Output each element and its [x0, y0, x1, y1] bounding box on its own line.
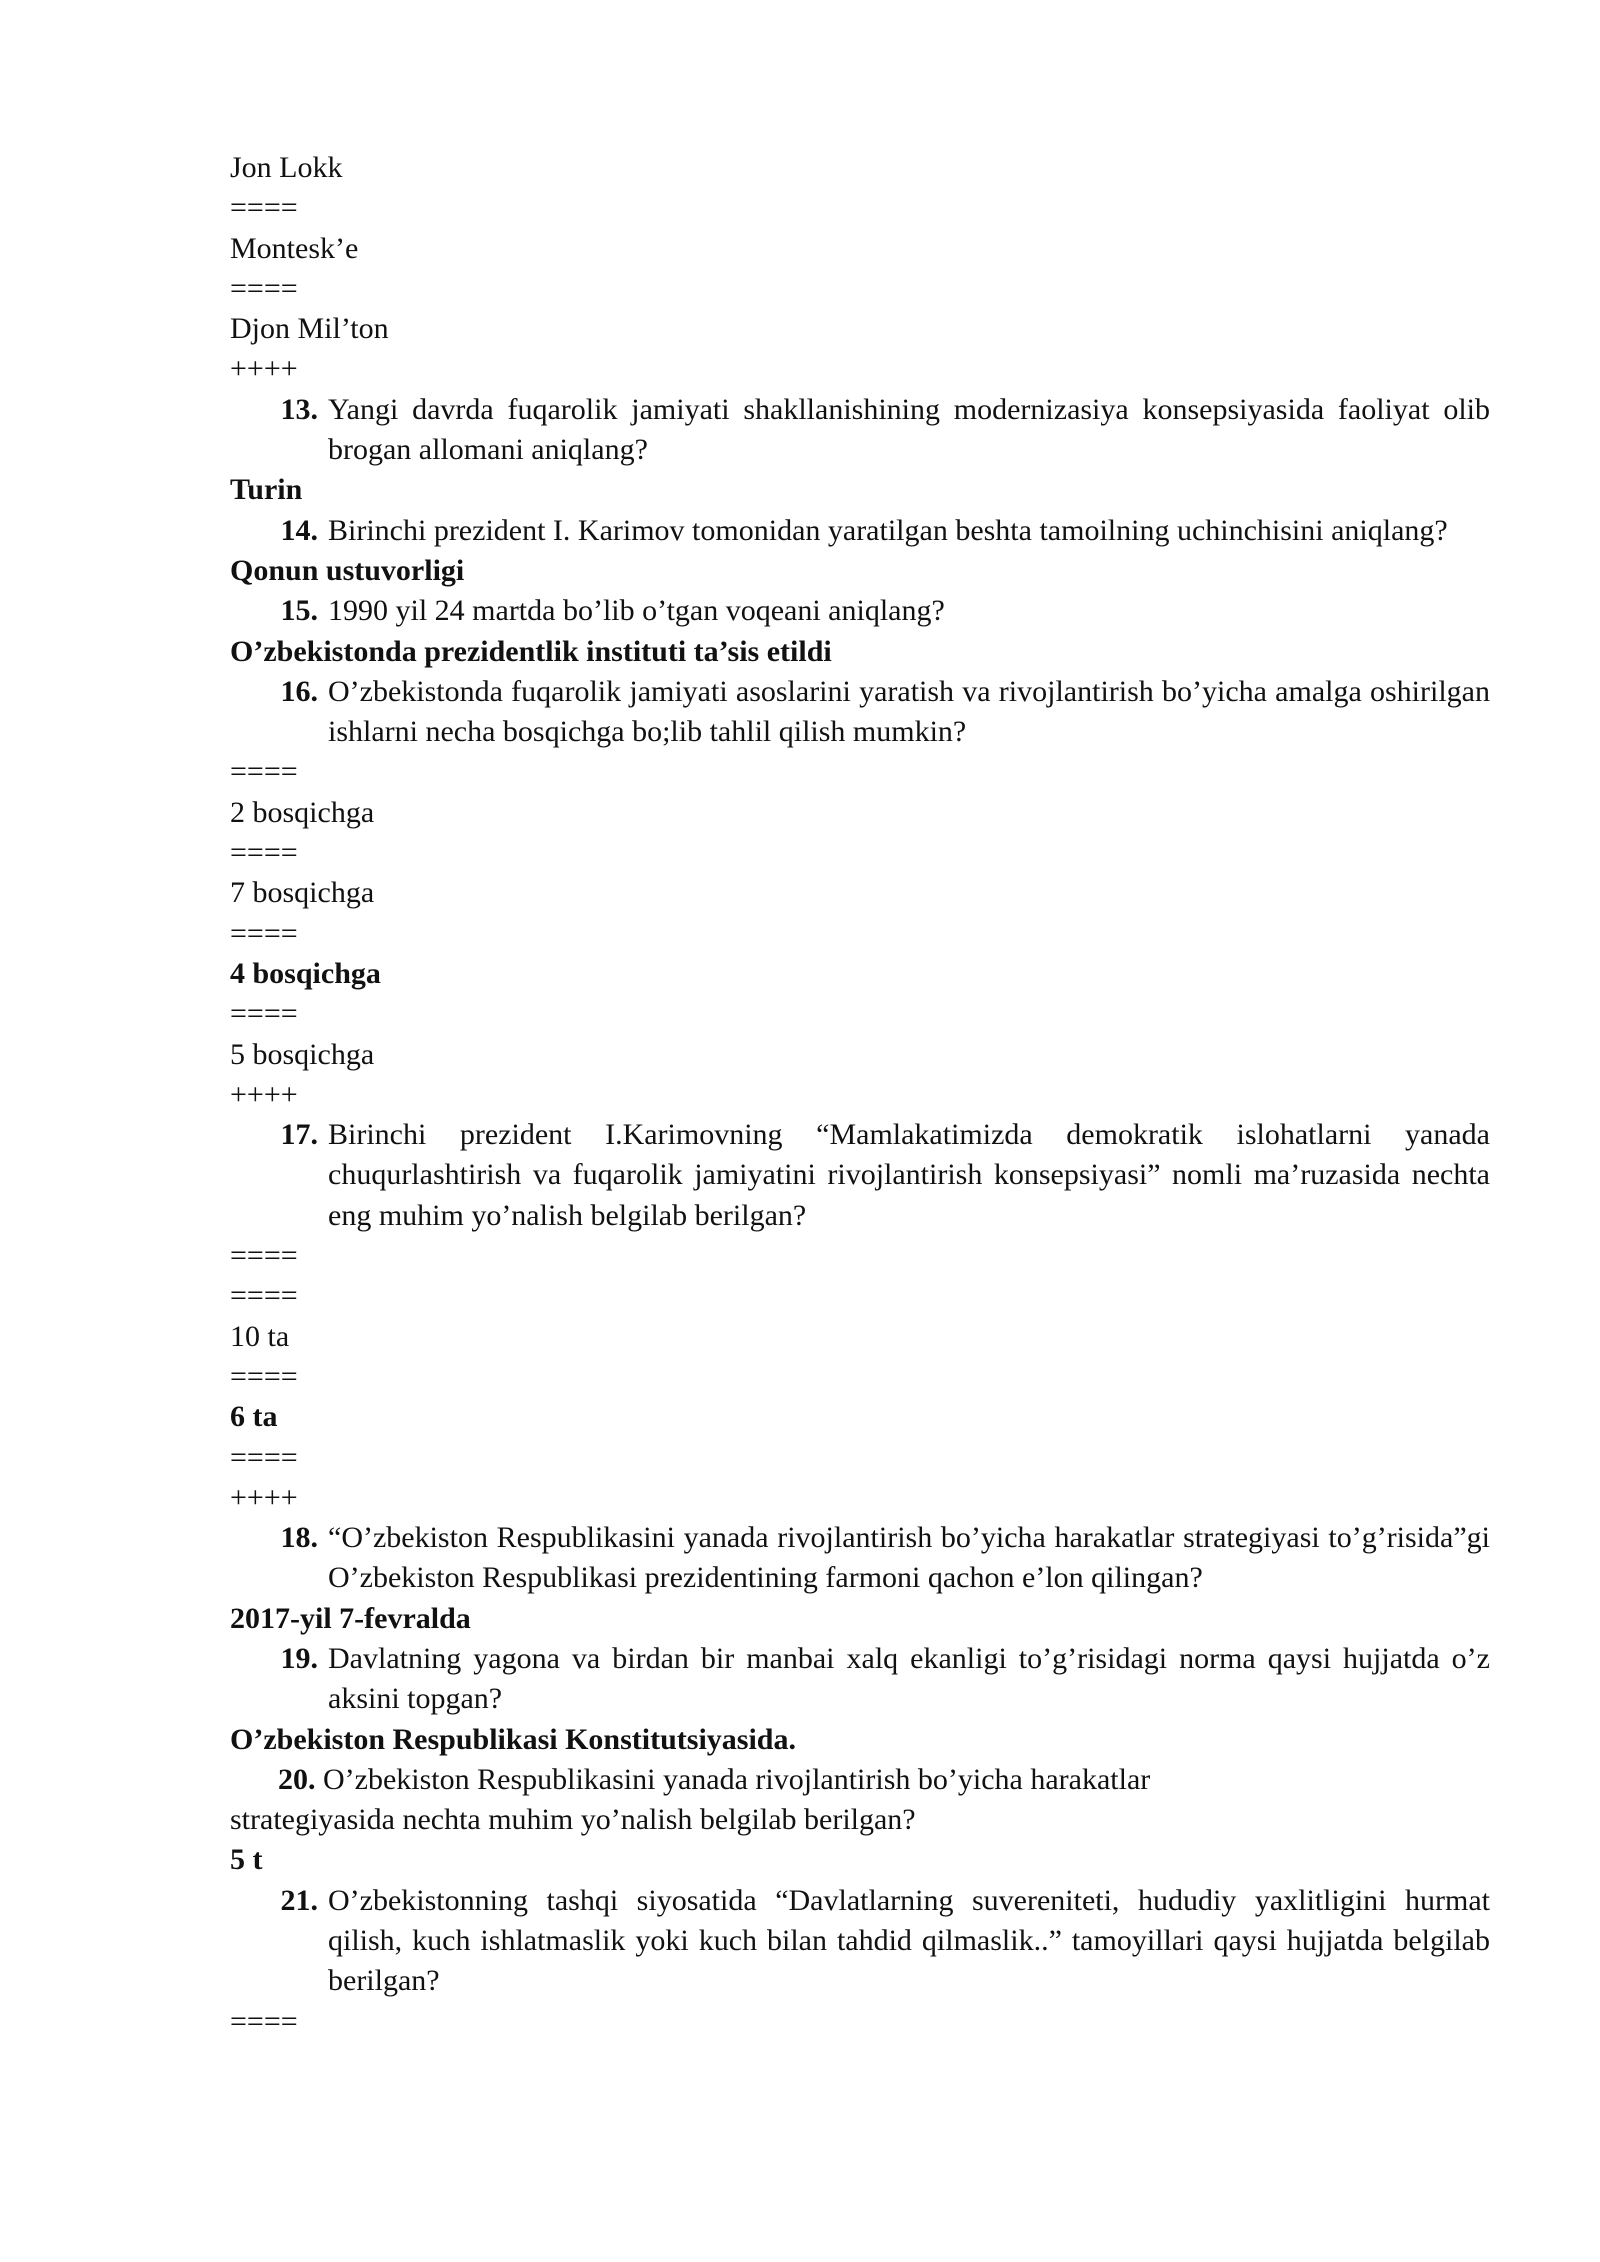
question-item	[230, 672, 1490, 753]
question-separator: ++++	[230, 352, 298, 386]
correct-answer: 6 ta	[230, 1400, 278, 1434]
question-number: 21.	[280, 1883, 318, 1917]
option-text: 2 bosqichga	[230, 795, 375, 829]
question-number: 16.	[280, 674, 318, 708]
question-text: “O’zbekiston Respublikasini yanada rivojlantirish bo’yicha harakatlar strategiyasi to’g’risida”gi O’zbekiston Respublikasi prezidentining farmoni qachon e’lon qilingan?	[328, 1521, 1490, 1595]
question-separator: ++++	[230, 1077, 298, 1111]
question-number: 13.	[280, 392, 318, 426]
option-text: 10 ta	[230, 1319, 290, 1353]
document-page	[230, 148, 1490, 2042]
option-text: 5 bosqichga	[230, 1037, 375, 1071]
question-number: 20.	[278, 1762, 316, 1796]
correct-answer: O’zbekistonda prezidentlik instituti ta’sis etildi	[230, 634, 832, 668]
question-item	[230, 1760, 1490, 1841]
correct-answer: 4 bosqichga	[230, 956, 381, 990]
question-text: Birinchi prezident I. Karimov tomonidan yaratilgan beshta tamoilning uchinchisini aniqlang?	[328, 513, 1448, 547]
correct-answer: Qonun ustuvorligi	[230, 553, 465, 587]
question-text: 1990 yil 24 martda bo’lib o’tgan voqeani aniqlang?	[328, 594, 945, 628]
question-item	[230, 1518, 1490, 1599]
option-text: 7 bosqichga	[230, 876, 375, 910]
question-text: O’zbekistonning tashqi siyosatida “Davlatlarning suvereniteti, hududiy yaxlitligini hurmat qilish, kuch ishlatmaslik yoki kuch bilan tahdid qilmaslik..” tamoyillari qaysi hujjatda belgilab berilgan?	[328, 1883, 1490, 1998]
option-separator: ====	[230, 755, 298, 789]
question-item	[230, 1115, 1490, 1236]
question-item	[230, 511, 1490, 551]
option-separator: ====	[230, 1279, 298, 1313]
question-number: 14.	[280, 513, 318, 547]
question-item	[230, 591, 1490, 631]
question-separator: ++++	[230, 1480, 298, 1514]
question-number: 18.	[280, 1521, 318, 1555]
option-separator: ====	[230, 916, 298, 950]
option-separator: ====	[230, 1440, 298, 1474]
correct-answer: 2017-yil 7-fevralda	[230, 1601, 471, 1635]
question-text: O’zbekistonda fuqarolik jamiyati asoslarini yaratish va rivojlantirish bo’yicha amalga oshirilgan ishlarni necha bosqichga bo;lib tahlil qilish mumkin?	[328, 674, 1490, 749]
option-separator: ====	[230, 1239, 298, 1273]
question-text-continued: strategiyasida nechta muhim yo’nalish belgilab berilgan?	[230, 1803, 916, 1837]
question-item	[230, 390, 1490, 471]
option-separator: ====	[230, 271, 298, 305]
option-text: Jon Lokk	[230, 151, 343, 184]
question-text: Birinchi prezident I.Karimovning “Mamlakatimizda demokratik islohatlarni yanada chuqurlashtirish va fuqarolik jamiyatini rivojlantirish konsepsiyasi” nomli ma’ruzasida nechta eng muhim yo’nalish belgilab berilgan?	[328, 1118, 1490, 1232]
question-text: O’zbekiston Respublikasini yanada rivojlantirish bo’yicha harakatlar	[323, 1762, 1151, 1796]
question-number: 19.	[280, 1641, 318, 1675]
question-item	[230, 1881, 1490, 2002]
option-text: Djon Mil’ton	[230, 312, 389, 346]
question-item	[230, 1639, 1490, 1720]
option-separator: ====	[230, 997, 298, 1031]
question-number: 15.	[280, 594, 318, 628]
question-text: Davlatning yagona va birdan bir manbai xalq ekanligi to’g’risidagi norma qaysi hujjatda o’z aksini topgan?	[328, 1641, 1490, 1716]
option-separator: ====	[230, 2004, 298, 2038]
option-separator: ====	[230, 191, 298, 225]
correct-answer: O’zbekiston Respublikasi Konstitutsiyasida.	[230, 1722, 796, 1756]
correct-answer: Turin	[230, 473, 303, 507]
question-first-line	[230, 1760, 1490, 1800]
correct-answer: 5 t	[230, 1843, 263, 1877]
option-separator: ====	[230, 836, 298, 870]
option-text: Montesk’e	[230, 231, 359, 265]
question-text: Yangi davrda fuqarolik jamiyati shakllanishining modernizasiya konsepsiyasida faoliyat olib brogan allomani aniqlang?	[328, 392, 1490, 467]
question-number: 17.	[280, 1118, 318, 1152]
option-separator: ====	[230, 1359, 298, 1393]
